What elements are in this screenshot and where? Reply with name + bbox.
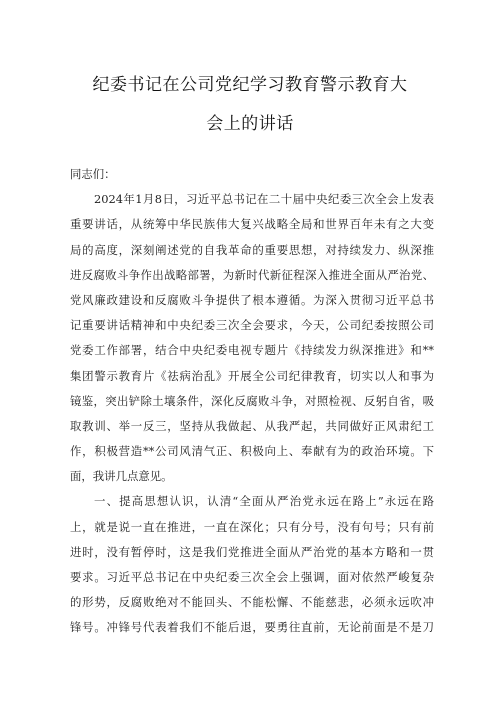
paragraph-1-line: 取教训、举一反三，坚持从我做起、从我严起，共同做好正风肃纪工 (70, 418, 434, 433)
paragraph-2-line: 进时，没有暂停时，这是我们党推进全面从严治党的基本方略和一贯 (70, 544, 434, 559)
salutation: 同志们： (70, 167, 116, 181)
paragraph-1-line: 进反腐败斗争作出战略部署，为新时代新征程深入推进全面从严治党、 (70, 267, 434, 282)
paragraph-2-line: 上，就是说一直在推进，一直在深化；只有分号，没有句号；只有前 (70, 519, 434, 534)
paragraph-1-line: 党委工作部署，结合中央纪委电视专题片《持续发力纵深推进》和** (70, 343, 434, 358)
paragraph-2-line: 锋号。冲锋号代表着我们不能后退，要勇往直前，无论前面是不是刀 (70, 620, 434, 635)
paragraph-1-line: 党风廉政建设和反腐败斗争提供了根本遵循。为深入贯彻习近平总书 (70, 292, 434, 307)
paragraph-2 (70, 489, 434, 640)
document-title-line-2: 会上的讲话 (206, 114, 294, 134)
paragraph-1-line: 面，我讲几点意见。 (70, 469, 173, 484)
paragraph-2-line: 的形势，反腐败绝对不能回头、不能松懈、不能慈悲，必须永远吹冲 (70, 595, 434, 610)
paragraph-1-line: 镜鉴，突出铲除土壤条件，深化反腐败斗争，对照检视、反躬自省，吸 (70, 393, 434, 408)
paragraph-1-line: 重要讲话，从统筹中华民族伟大复兴战略全局和世界百年未有之大变 (70, 217, 434, 232)
document-body (70, 162, 434, 641)
paragraph-2-line: 一、提高思想认识，认清“全面从严治党永远在路上”永远在路 (94, 494, 434, 509)
document-title-line-1: 纪委书记在公司党纪学习教育警示教育大 (92, 75, 408, 95)
paragraph-1-line: 局的高度，深刻阐述党的自我革命的重要思想，对持续发力、纵深推 (70, 242, 434, 257)
paragraph-1-line: 记重要讲话精神和中央纪委三次全会要求，今天，公司纪委按照公司 (70, 318, 434, 333)
paragraph-1 (70, 187, 434, 489)
paragraph-2-line: 要求。习近平总书记在中央纪委三次全会上强调，面对依然严峻复杂 (70, 570, 434, 584)
paragraph-1-line: 2024年1月8日，习近平总书记在二十届中央纪委三次全会上发表 (94, 192, 434, 207)
paragraph-1-line: 集团警示教育片《祛病治乱》开展全公司纪律教育，切实以人和事为 (70, 368, 434, 383)
paragraph-1-line: 作，积极营造**公司风清气正、积极向上、奉献有为的政治环境。下 (70, 444, 434, 459)
